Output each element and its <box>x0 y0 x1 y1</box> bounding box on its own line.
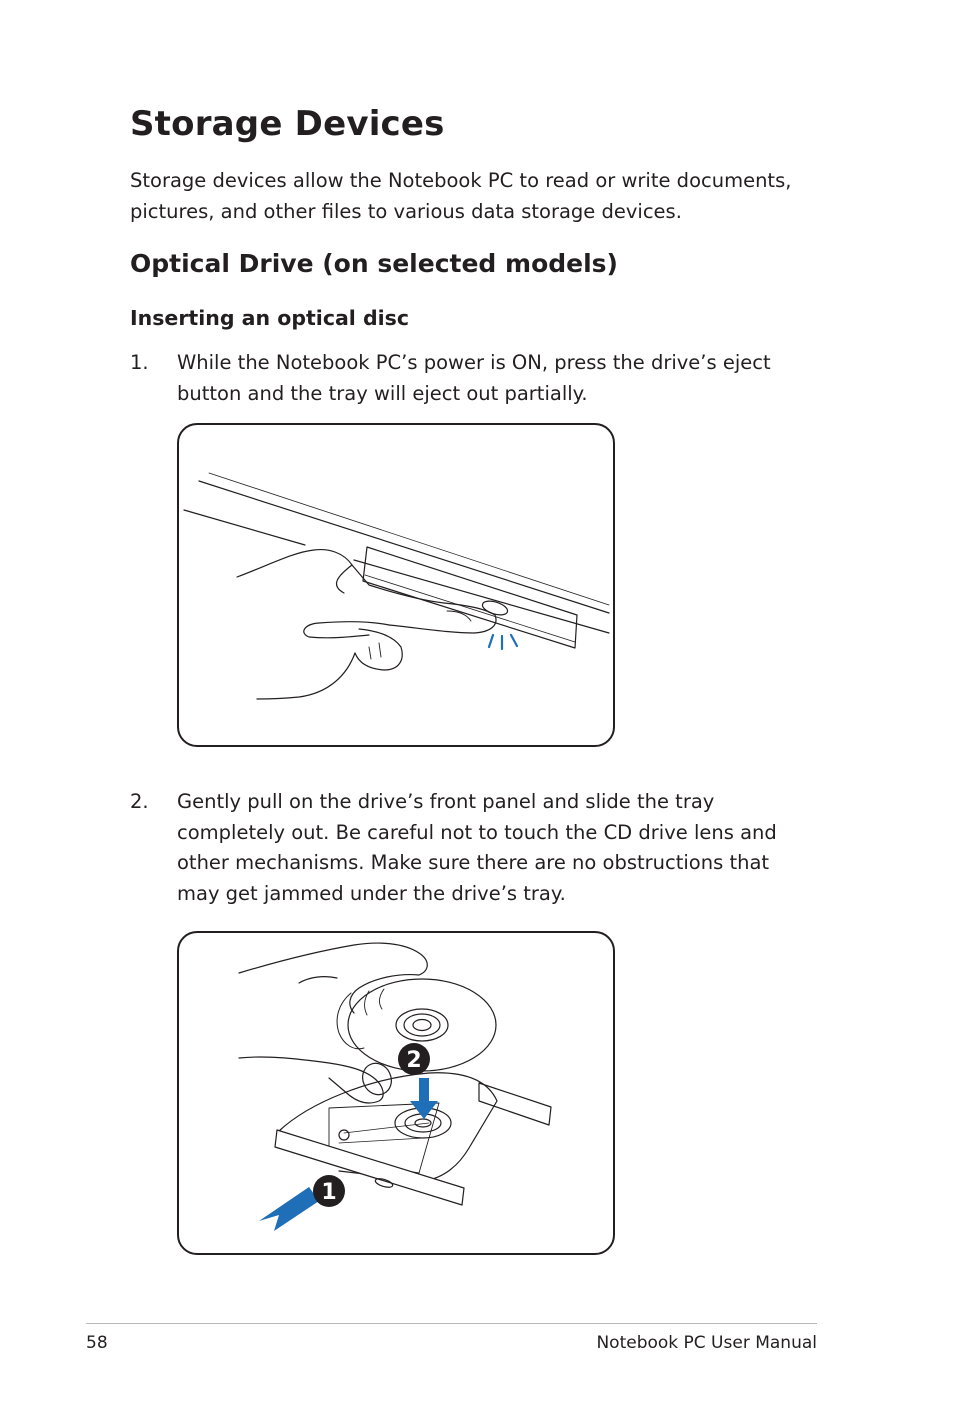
footer-divider <box>86 1323 817 1324</box>
step-text <box>177 787 777 909</box>
intro-line: Storage devices allow the Notebook PC to read or write documents, <box>130 169 792 192</box>
step-line: While the Notebook PC’s power is ON, press the drive’s eject <box>177 351 771 374</box>
step-1 <box>130 348 830 410</box>
intro-line: pictures, and other files to various data storage devices. <box>130 200 682 223</box>
tray-and-disc-illustration <box>177 931 615 1255</box>
manual-title: Notebook PC User Manual <box>596 1333 817 1353</box>
callout-2: 2 <box>406 1048 422 1073</box>
step-number: 1. <box>130 351 149 374</box>
eject-button-illustration <box>177 423 615 747</box>
step-2 <box>130 787 830 911</box>
step-text <box>177 348 771 409</box>
step-line: completely out. Be careful not to touch the CD drive lens and <box>177 820 777 844</box>
step-line: other mechanisms. Make sure there are no obstructions that <box>177 851 770 874</box>
intro-paragraph <box>130 165 830 227</box>
page-number: 58 <box>86 1333 108 1353</box>
page-title: Storage Devices <box>130 104 445 144</box>
subsection-title: Inserting an optical disc <box>130 306 410 330</box>
step-number: 2. <box>130 790 149 813</box>
step-line: button and the tray will eject out partially. <box>177 381 588 405</box>
step-line: may get jammed under the drive’s tray. <box>177 881 566 905</box>
step-line: Gently pull on the drive’s front panel and slide the tray <box>177 790 715 813</box>
callout-1: 1 <box>321 1180 337 1205</box>
section-title: Optical Drive (on selected models) <box>130 249 618 278</box>
